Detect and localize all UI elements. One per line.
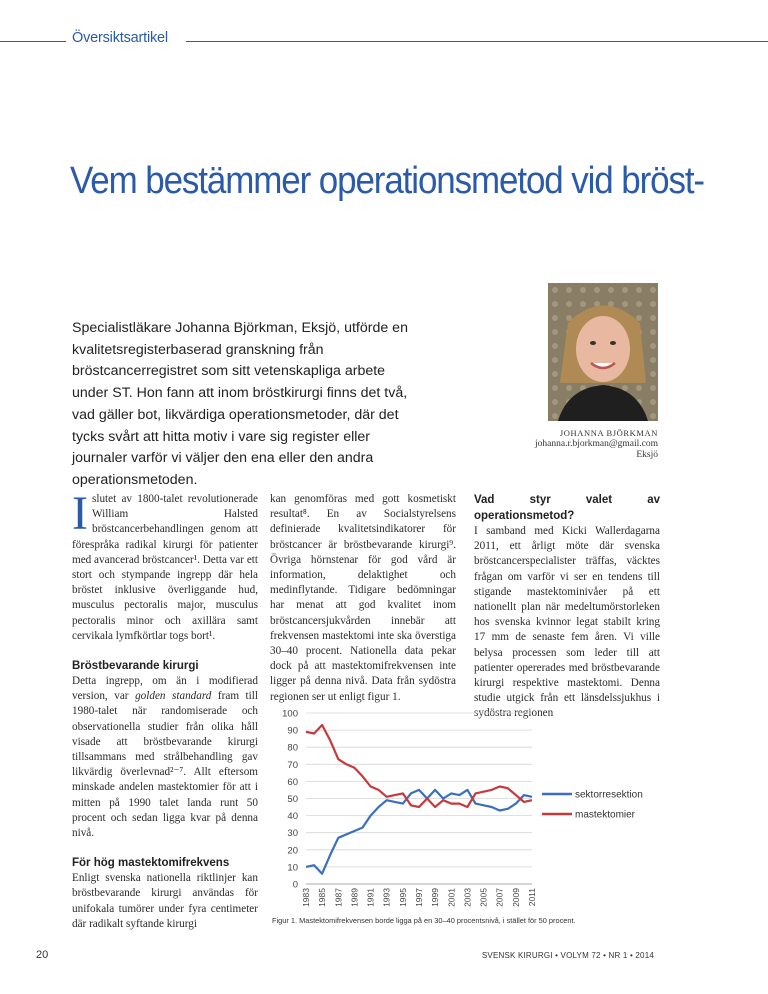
col1-p2-text-a: Detta ingrepp, om än i modifierad version, var bbox=[72, 675, 258, 703]
col1-paragraph-1 bbox=[72, 487, 258, 644]
author-place: Eksjö bbox=[636, 450, 658, 460]
article-title: Vem bestämmer operationsmetod vid bröst- bbox=[70, 160, 704, 202]
y-tick-label: 60 bbox=[287, 776, 298, 788]
y-tick-label: 30 bbox=[287, 828, 298, 840]
col1-paragraph-3: Enligt svenska nationella riktlinjer kan bröstbevarande kirurgi användas för unifokala tumörer under fyra centimeter där radikalt syftande kirurgi bbox=[72, 872, 258, 930]
article-lead: Specialistläkare Johanna Björkman, Eksjö, utförde en kvalitetsregisterbaserad granskning från bröstcancerregistret som sitt vetenskapliga arbete under ST. Hon fann att inom bröstkirurgi finns det två, vad gäller bot, likvärdiga operationsmetoder, där det tycks svårt att hitta motiv i vare sig register eller journaler varför vi väljer den ena eller den andra operationsmetoden. bbox=[72, 320, 408, 488]
x-tick-label: 1999 bbox=[430, 888, 441, 907]
x-tick-label: 2009 bbox=[510, 888, 521, 907]
x-tick-label: 1997 bbox=[414, 888, 424, 907]
series-line-mastektomier bbox=[306, 725, 532, 807]
x-tick-label: 1995 bbox=[397, 888, 408, 907]
page-number: 20 bbox=[36, 949, 49, 961]
author-photo bbox=[548, 283, 658, 421]
y-tick-label: 80 bbox=[287, 742, 298, 754]
y-tick-label: 100 bbox=[282, 708, 298, 720]
col1-paragraph-2 bbox=[72, 674, 258, 841]
figure-caption: Figur 1. Mastektomifrekvensen borde ligga på en 30–40 procentsnivå, i stället för 50 procent. bbox=[272, 916, 576, 925]
col1-heading-1: Bröstbevarande kirurgi bbox=[72, 660, 199, 673]
x-tick-label: 2005 bbox=[478, 888, 489, 907]
x-tick-label: 2007 bbox=[494, 888, 505, 907]
header-rule-right bbox=[186, 41, 768, 42]
x-tick-label: 1989 bbox=[349, 888, 360, 907]
y-tick-label: 0 bbox=[292, 879, 298, 891]
col1-p2-text-b: fram till 1980-talet när randomiserade och observationella studier från olika håll visade att bröstbevarande kirurgi tillsammans med strålbehandling gav likvärdig överlevnad²⁻⁷. Allt eftersom minskade andelen mastektomier för att i mitten på 1990 talet landa runt 50 procent och sedan ligga kvar på denna nivå. bbox=[72, 690, 258, 840]
y-tick-label: 10 bbox=[287, 862, 298, 874]
y-tick-label: 90 bbox=[287, 725, 298, 737]
col1-p1-text: slutet av 1800-talet revolutionerade William Halsted bröstcancerbehandlingen genom att förespråka radikal kirurgi för patienter med avancerad bröstcancer¹. Detta var ett stort och stympande ingrepp där hela bröstet inklusive överliggande hud, musculus pectoralis major, musculus pectoralis minor och axillära samt cervikala lymfkörtlar togs bort¹. bbox=[72, 493, 258, 642]
dropcap: I bbox=[72, 487, 88, 540]
col1-heading-2: För hög mastektomifrekvens bbox=[72, 857, 230, 870]
y-tick-label: 20 bbox=[287, 845, 298, 857]
author-email[interactable]: johanna.r.bjorkman@gmail.com bbox=[535, 439, 658, 449]
header-rule-left bbox=[0, 41, 66, 42]
series-line-sektorresektion bbox=[306, 790, 532, 874]
author-caption bbox=[535, 428, 658, 461]
y-tick-label: 50 bbox=[287, 794, 298, 805]
column-1 bbox=[72, 487, 258, 932]
line-chart bbox=[270, 708, 676, 908]
x-tick-label: 1985 bbox=[317, 888, 328, 907]
x-tick-label: 1993 bbox=[381, 888, 392, 907]
col2-paragraph-1: kan genomföras med gott kosmetiskt resultat⁸. En av Socialstyrelsens definierade kvalitetsindikatorer för bröstcancer är bröstbevarande kirurgi⁹. Övriga hörnstenar för god vård är information, delaktighet och medinflytande. Tidigare bedömningar har menat att god kvalitet inom bröstcancersjukvården innebär att frekvensen mastektomi inte ska överstiga 30–40 procent. Nationella data pekar dock på att mastektomifrekvensen inte ligger på denna nivå. Data från sydöstra regionen ser ut enligt figur 1. bbox=[270, 493, 456, 703]
x-tick-label: 2011 bbox=[527, 888, 537, 907]
col3-paragraph-1: I samband med Kicki Wallerdagarna 2011, ett årligt möte där svenska bröstcancerspecialister träffas, väcktes frågan om varför vi ser en tendens till stigande mastektominivåer på ett nationellt plan när medeltumörstorleken hos svenska kvinnor legat stabilt kring 17 mm de senaste fem åren. Vi ville belysa processen som leder till att patienter opererades med bröstbevarande kirurgi respektive mastektomi. Denna studie utgick från ett länsdelssjukhus i sydöstra regionen bbox=[474, 525, 660, 720]
legend-label-sektorresektion: sektorresektion bbox=[575, 789, 643, 801]
journal-footer: SVENSK KIRURGI • VOLYM 72 • NR 1 • 2014 bbox=[481, 951, 654, 960]
x-tick-label: 2001 bbox=[446, 888, 457, 907]
x-tick-label: 2003 bbox=[462, 888, 473, 907]
col3-heading-1: Vad styr valet av operationsmetod? bbox=[474, 494, 660, 522]
x-tick-label: 1991 bbox=[365, 888, 376, 907]
column-2 bbox=[270, 492, 456, 705]
legend-label-mastektomier: mastektomier bbox=[575, 809, 636, 821]
y-tick-label: 70 bbox=[287, 759, 298, 771]
col1-p2-emphasis: golden standard bbox=[135, 690, 212, 703]
author-name: JOHANNA BJÖRKMAN bbox=[559, 428, 658, 438]
y-tick-label: 40 bbox=[287, 811, 298, 823]
section-label: Översiktsartikel bbox=[72, 30, 168, 46]
x-tick-label: 1983 bbox=[301, 888, 311, 907]
x-tick-label: 1987 bbox=[333, 888, 344, 907]
column-3 bbox=[474, 492, 660, 722]
